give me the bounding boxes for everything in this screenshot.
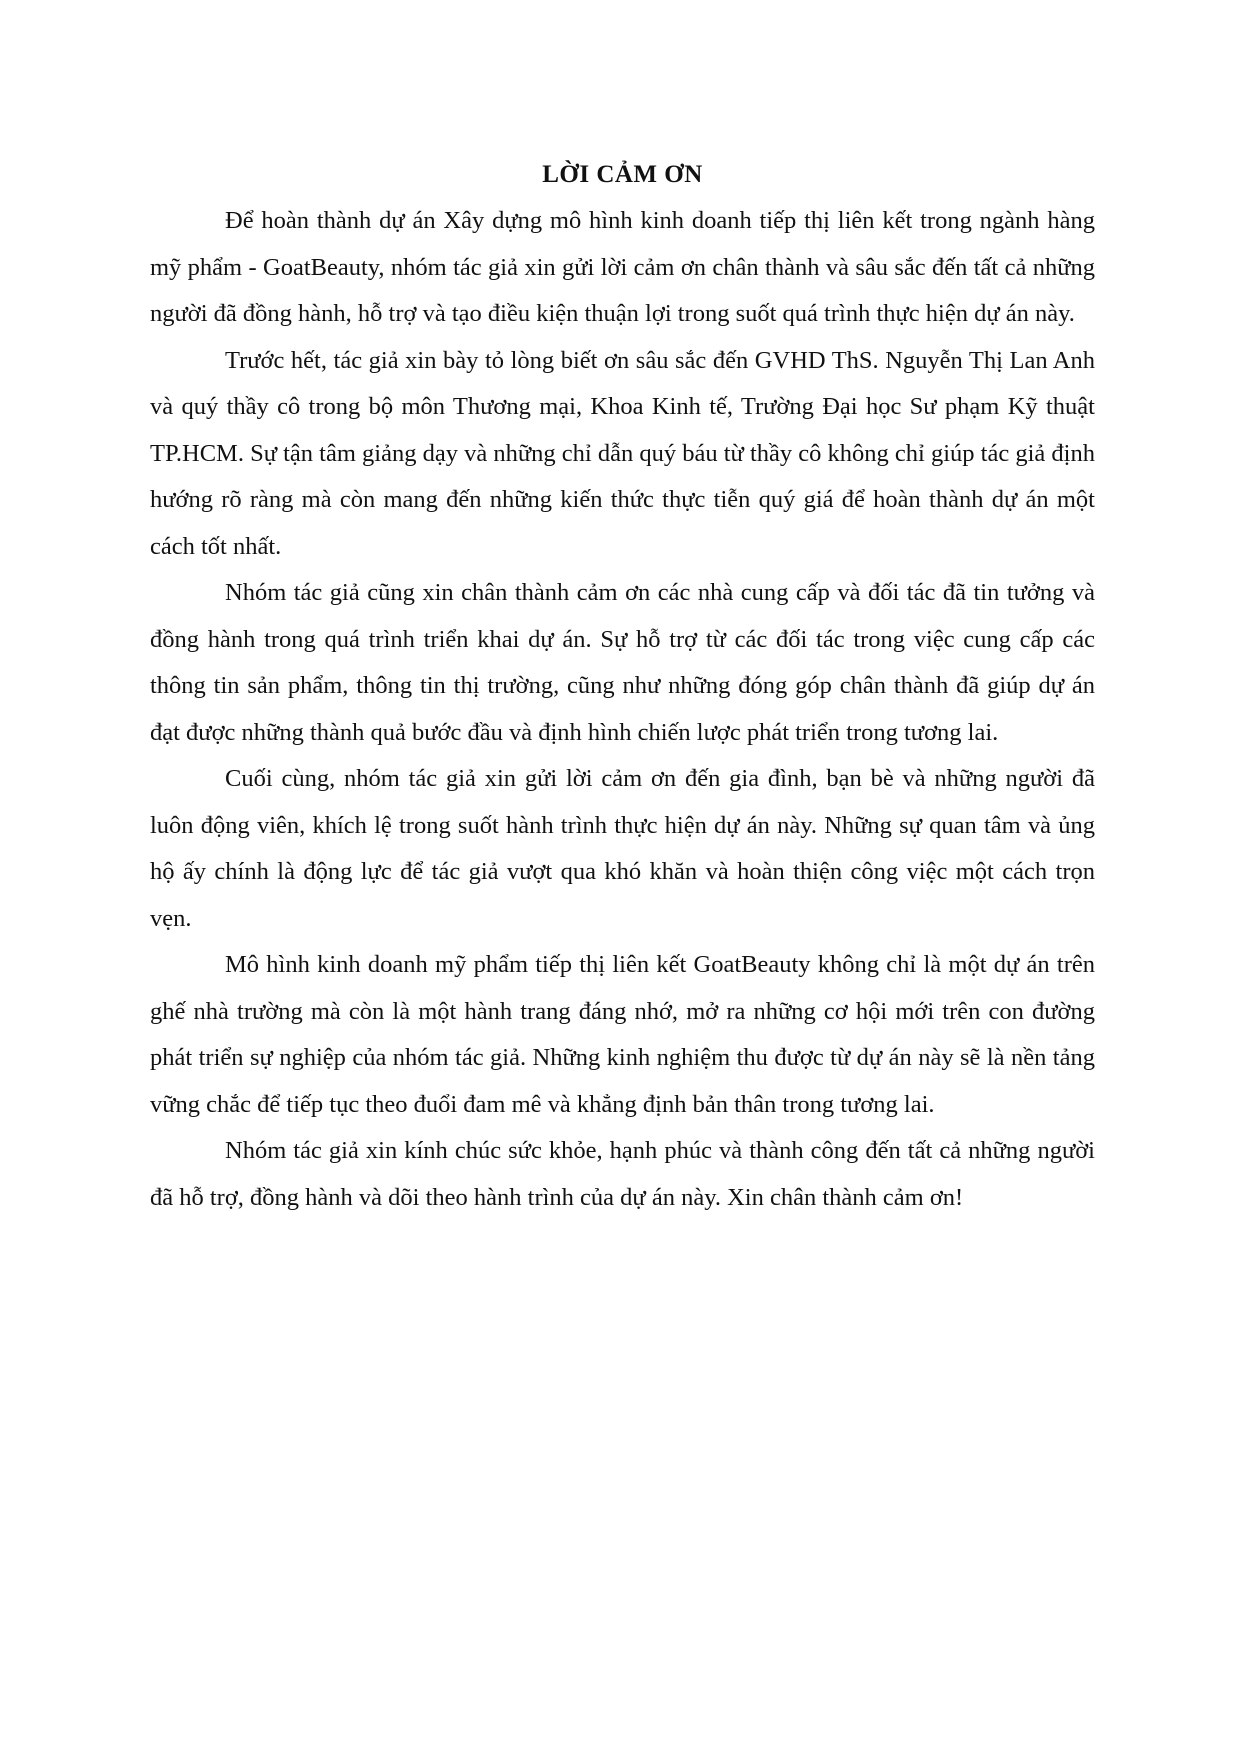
paragraph-intro: Để hoàn thành dự án Xây dựng mô hình kinh doanh tiếp thị liên kết trong ngành hàng mỹ phẩm - GoatBeauty, nhóm tác giả xin gửi lời cảm ơn chân thành và sâu sắc đến tất cả những người đã đồng hành, hỗ trợ và tạo điều kiện thuận lợi trong suốt quá trình thực hiện dự án này. [150, 207, 1095, 327]
paragraph-family-thanks: Cuối cùng, nhóm tác giả xin gửi lời cảm ơn đến gia đình, bạn bè và những người đã luôn động viên, khích lệ trong suốt hành trình thực hiện dự án này. Những sự quan tâm và ủng hộ ấy chính là động lực để tác giả vượt qua khó khăn và hoàn thiện công việc một cách trọn vẹn. [150, 765, 1095, 932]
paragraph-advisor-thanks: Trước hết, tác giả xin bày tỏ lòng biết ơn sâu sắc đến GVHD ThS. Nguyễn Thị Lan Anh và quý thầy cô trong bộ môn Thương mại, Khoa Kinh tế, Trường Đại học Sư phạm Kỹ thuật TP.HCM. Sự tận tâm giảng dạy và những chỉ dẫn quý báu từ thầy cô không chỉ giúp tác giả định hướng rõ ràng mà còn mang đến những kiến thức thực tiễn quý giá để hoàn thành dự án một cách tốt nhất. [150, 346, 1095, 560]
document-content [150, 160, 1095, 1221]
page-title: LỜI CẢM ƠN [542, 161, 703, 188]
paragraph-project-reflection: Mô hình kinh doanh mỹ phẩm tiếp thị liên kết GoatBeauty không chỉ là một dự án trên ghế nhà trường mà còn là một hành trang đáng nhớ, mở ra những cơ hội mới trên con đường phát triển sự nghiệp của nhóm tác giả. Những kinh nghiệm thu được từ dự án này sẽ là nền tảng vững chắc để tiếp tục theo đuổi đam mê và khẳng định bản thân trong tương lai. [150, 951, 1095, 1118]
paragraph-closing: Nhóm tác giả xin kính chúc sức khỏe, hạnh phúc và thành công đến tất cả những người đã hỗ trợ, đồng hành và dõi theo hành trình của dự án này. Xin chân thành cảm ơn! [150, 1137, 1095, 1211]
paragraph-partner-thanks: Nhóm tác giả cũng xin chân thành cảm ơn các nhà cung cấp và đối tác đã tin tưởng và đồng hành trong quá trình triển khai dự án. Sự hỗ trợ từ các đối tác trong việc cung cấp các thông tin sản phẩm, thông tin thị trường, cũng như những đóng góp chân thành đã giúp dự án đạt được những thành quả bước đầu và định hình chiến lược phát triển trong tương lai. [150, 579, 1095, 746]
